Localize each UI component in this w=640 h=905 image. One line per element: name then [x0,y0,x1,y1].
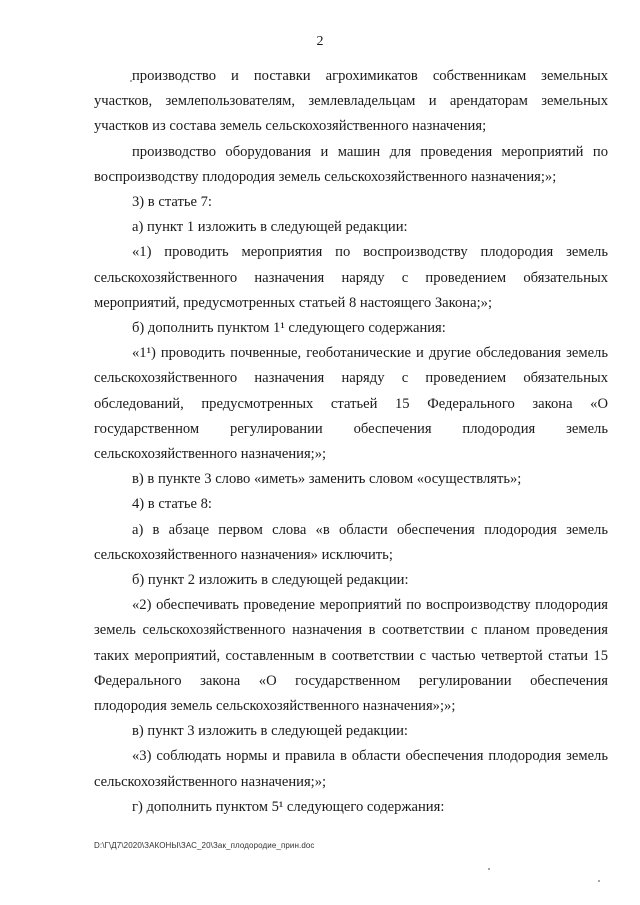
paragraph: «2) обеспечивать проведение мероприятий по воспроизводству плодородия земель сельскохозяйственного назначения в соответствии с планом проведения таких мероприятий, составленным в соответствии с частью четвертой статьи 15 Федерального закона «О государственном регулировании обеспечения плодородия земель сельскохозяйственного назначения»;»; [94,597,608,715]
paragraph: в) в пункте 3 слово «иметь» заменить словом «осуществлять»; [132,471,522,488]
paragraph: б) пункт 2 изложить в следующей редакции: [132,572,409,589]
file-path-footer: D:\Г\Д7\2020\ЗАКОНЫ\ЗАС_20\Зак_плодородие_прин.doc [94,841,315,850]
paragraph: а) в абзаце первом слова «в области обеспечения плодородия земель сельскохозяйственного назначения» исключить; [94,521,608,563]
paragraph: 3) в статье 7: [132,194,212,211]
paragraph: г) дополнить пунктом 5¹ следующего содержания: [132,798,445,815]
paragraph: «1) проводить мероприятия по воспроизводству плодородия земель сельскохозяйственного назначения наряду с проведением обязательных мероприятий, предусмотренных статьей 8 настоящего Закона;»; [94,244,608,311]
paragraph: 4) в статье 8: [132,496,212,513]
paragraph: в) пункт 3 изложить в следующей редакции: [132,723,408,740]
document-body [94,64,608,820]
paragraph: производство и поставки агрохимикатов собственникам земельных участков, землепользователям, землевладельцам и арендаторам земельных участков из состава земель сельскохозяйственного назначения; [94,68,608,135]
paragraph: а) пункт 1 изложить в следующей редакции: [132,219,408,236]
page-number: 2 [316,34,324,49]
paragraph: производство оборудования и машин для проведения мероприятий по воспроизводству плодородия земель сельскохозяйственного назначения;»; [94,143,608,185]
scan-speck [488,868,490,870]
scan-speck [598,880,600,882]
paragraph: б) дополнить пунктом 1¹ следующего содержания: [132,320,446,337]
paragraph: «1¹) проводить почвенные, геоботанические и другие обследования земель сельскохозяйственного назначения наряду с проведением обязательных обследований, предусмотренных статьей 15 Федерального закона «О государственном регулировании обеспечения плодородия земель сельскохозяйственного назначения;»; [94,345,608,463]
paragraph: «3) соблюдать нормы и правила в области обеспечения плодородия земель сельскохозяйственного назначения;»; [94,748,608,790]
scan-speck [130,80,132,82]
